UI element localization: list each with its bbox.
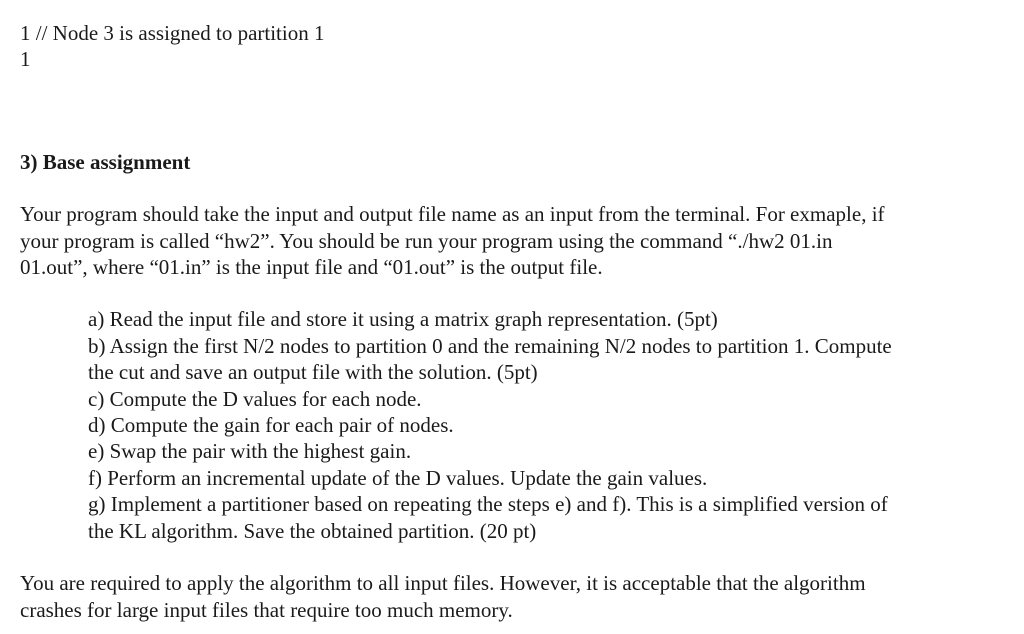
task-list: [20, 306, 1010, 544]
task-item-a: a) Read the input file and store it using a matrix graph representation. (5pt): [88, 307, 718, 332]
intro-paragraph: [20, 201, 1010, 280]
document-page: [20, 20, 1010, 623]
task-item-g-cont: the KL algorithm. Save the obtained partition. (20 pt): [88, 518, 537, 543]
snippet-line-2: 1: [20, 47, 31, 72]
intro-line: Your program should take the input and output file name as an input from the terminal. For exmaple, if: [20, 202, 885, 227]
intro-line: 01.out”, where “01.in” is the input file and “01.out” is the output file.: [20, 255, 603, 280]
task-item-g: g) Implement a partitioner based on repeating the steps e) and f). This is a simplified version of: [88, 492, 888, 517]
snippet-line-1: 1 // Node 3 is assigned to partition 1: [20, 21, 325, 45]
closing-line: You are required to apply the algorithm to all input files. However, it is acceptable that the algorithm: [20, 571, 866, 596]
section-heading: 3) Base assignment: [20, 149, 191, 174]
task-item-e: e) Swap the pair with the highest gain.: [88, 439, 412, 464]
task-item-c: c) Compute the D values for each node.: [88, 386, 422, 411]
task-item-d: d) Compute the gain for each pair of nodes.: [88, 413, 454, 438]
task-item-b: b) Assign the first N/2 nodes to partition 0 and the remaining N/2 nodes to partition 1. Compute: [88, 333, 892, 358]
task-item-b-cont: the cut and save an output file with the solution. (5pt): [88, 360, 538, 385]
task-item-f: f) Perform an incremental update of the D values. Update the gain values.: [88, 465, 708, 490]
closing-paragraph: [20, 570, 1010, 623]
intro-line: your program is called “hw2”. You should be run your program using the command “./hw2 01.in: [20, 228, 833, 253]
closing-line: crashes for large input files that require too much memory.: [20, 597, 513, 622]
code-snippet: [20, 20, 1010, 73]
